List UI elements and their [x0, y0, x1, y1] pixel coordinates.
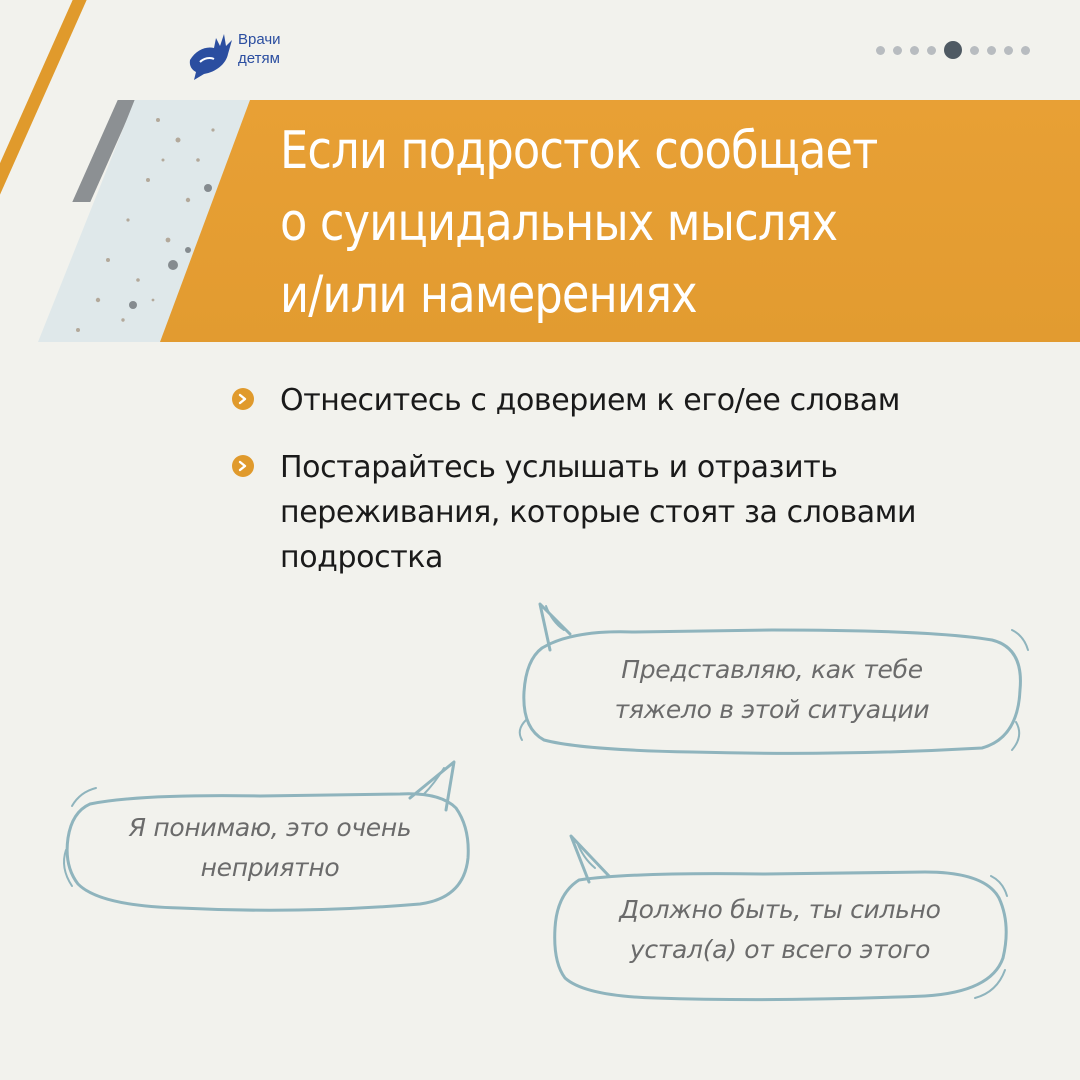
logo: [186, 24, 336, 82]
bubble-line: устал(а) от всего этого: [629, 935, 931, 964]
bubble-line: Должно быть, ты сильно: [619, 895, 941, 924]
speech-bubble: [60, 758, 480, 920]
pagination-dot[interactable]: [1021, 46, 1030, 55]
logo-text: [238, 30, 281, 68]
speech-bubble: [545, 832, 1015, 1008]
title-line-1: Если подросток сообщает: [280, 121, 878, 181]
bubble-line: неприятно: [200, 853, 340, 882]
bullet-line: переживания, которые стоят за словами: [280, 495, 917, 530]
pagination-dot-active[interactable]: [944, 41, 962, 59]
bubble-line: тяжело в этой ситуации: [614, 695, 930, 724]
speech-bubble: [512, 600, 1032, 770]
bullet-list: [232, 378, 1032, 602]
logo-line-2: детям: [238, 50, 280, 67]
bubble-text: [512, 650, 1032, 730]
bubble-text: [60, 808, 480, 888]
pagination-dot[interactable]: [987, 46, 996, 55]
decorative-stripe-yellow: [0, 0, 100, 240]
pagination-dot[interactable]: [876, 46, 885, 55]
bubble-line: Я понимаю, это очень: [128, 813, 412, 842]
title-line-2: о суицидальных мыслях: [280, 193, 838, 253]
title-line-3: и/или намерениях: [280, 265, 697, 325]
bullet-line: Постарайтесь услышать и отразить: [280, 450, 838, 485]
bullet-line: Отнеситесь с доверием к его/ее словам: [280, 383, 900, 418]
bullet-text: [280, 378, 1032, 423]
page-title: [280, 115, 951, 331]
bullet-text: [280, 445, 1032, 580]
pagination-dot[interactable]: [910, 46, 919, 55]
bullet-line: подростка: [280, 540, 443, 575]
pagination-dots: [876, 40, 1030, 60]
hands-bird-icon: [186, 28, 234, 80]
bubble-line: Представляю, как тебе: [621, 655, 923, 684]
pagination-dot[interactable]: [1004, 46, 1013, 55]
bubble-text: [545, 890, 1015, 970]
pagination-dot[interactable]: [970, 46, 979, 55]
pagination-dot[interactable]: [893, 46, 902, 55]
pagination-dot[interactable]: [927, 46, 936, 55]
logo-line-1: Врачи: [238, 31, 281, 48]
bullet-item: [232, 378, 1032, 423]
chevron-right-icon: [232, 388, 254, 410]
chevron-right-icon: [232, 455, 254, 477]
bullet-item: [232, 445, 1032, 580]
